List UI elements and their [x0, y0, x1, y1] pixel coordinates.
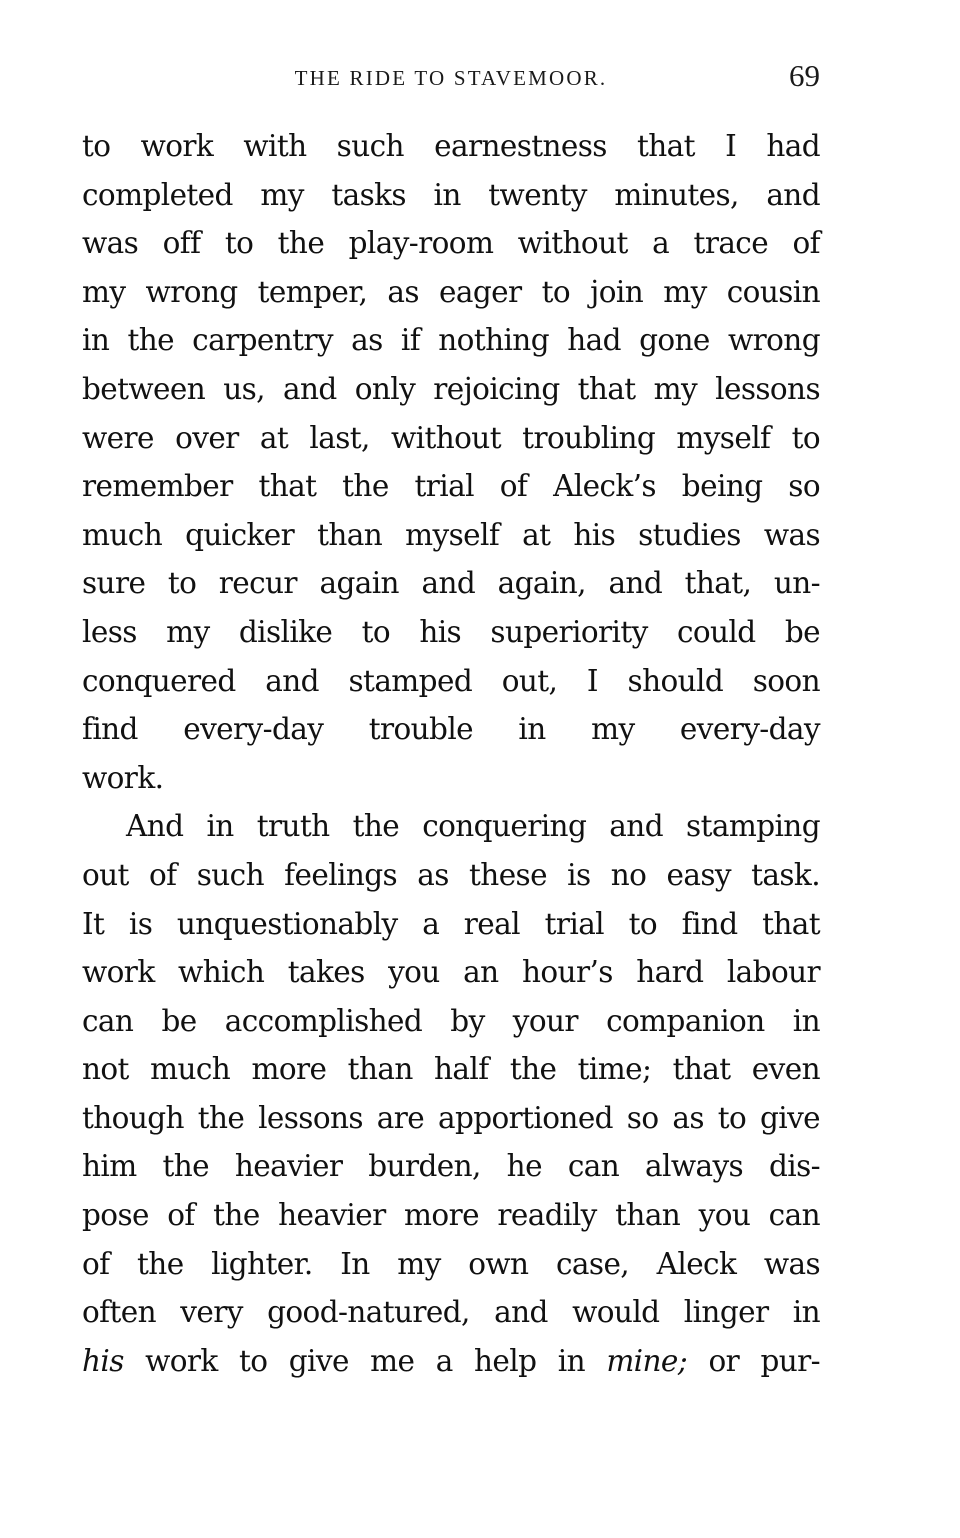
- text-line: my wrong temper, as eager to join my cousin: [82, 274, 820, 309]
- paragraph-1: [82, 122, 820, 802]
- running-title: THE RIDE TO STAVEMOOR.: [294, 66, 608, 90]
- text-line: not much more than half the time; that even: [82, 1052, 820, 1087]
- text-line: remember that the trial of Aleck’s being so: [82, 469, 820, 504]
- text-fragment: or pur-: [687, 1343, 821, 1378]
- text-line: work which takes you an hour’s hard labour: [82, 955, 820, 990]
- text-line: in the carpentry as if nothing had gone wrong: [82, 323, 820, 358]
- text-line: between us, and only rejoicing that my lessons: [82, 371, 820, 406]
- text-line: often very good-natured, and would linger in: [82, 1295, 820, 1330]
- text-line: It is unquestionably a real trial to find that: [82, 906, 820, 941]
- text-line: was off to the play-room without a trace of: [82, 226, 820, 261]
- italic-word: mine;: [606, 1343, 688, 1378]
- text-line: to work with such earnestness that I had: [82, 129, 820, 163]
- text-line: sure to recur again and again, and that, un-: [82, 566, 820, 601]
- text-fragment: work to give me a help in: [123, 1343, 607, 1378]
- text-line: completed my tasks in twenty minutes, and: [82, 177, 820, 212]
- text-line: much quicker than myself at his studies was: [82, 517, 820, 552]
- italic-word: his: [82, 1343, 124, 1378]
- text-line-with-italics: [82, 1337, 820, 1386]
- text-line: of the lighter. In my own case, Aleck was: [82, 1246, 820, 1281]
- running-head: [82, 58, 820, 98]
- text-line: were over at last, without troubling myself to: [82, 420, 820, 455]
- text-line: though the lessons are apportioned so as to give: [82, 1100, 820, 1135]
- text-line: less my dislike to his superiority could be: [82, 614, 820, 649]
- text-line: work.: [82, 760, 164, 795]
- text-line: him the heavier burden, he can always dis-: [82, 1149, 820, 1184]
- text-line: out of such feelings as these is no easy task.: [82, 857, 820, 892]
- text-line: conquered and stamped out, I should soon: [82, 663, 820, 698]
- text-line: pose of the heavier more readily than you can: [82, 1198, 820, 1233]
- text-line: And in truth the conquering and stamping: [126, 809, 820, 844]
- paragraph-2: [82, 802, 820, 1385]
- page-number: 69: [789, 58, 820, 93]
- text-line: find every-day trouble in my every-day: [82, 712, 820, 747]
- body-text: [82, 122, 820, 1385]
- text-line: can be accomplished by your companion in: [82, 1003, 820, 1038]
